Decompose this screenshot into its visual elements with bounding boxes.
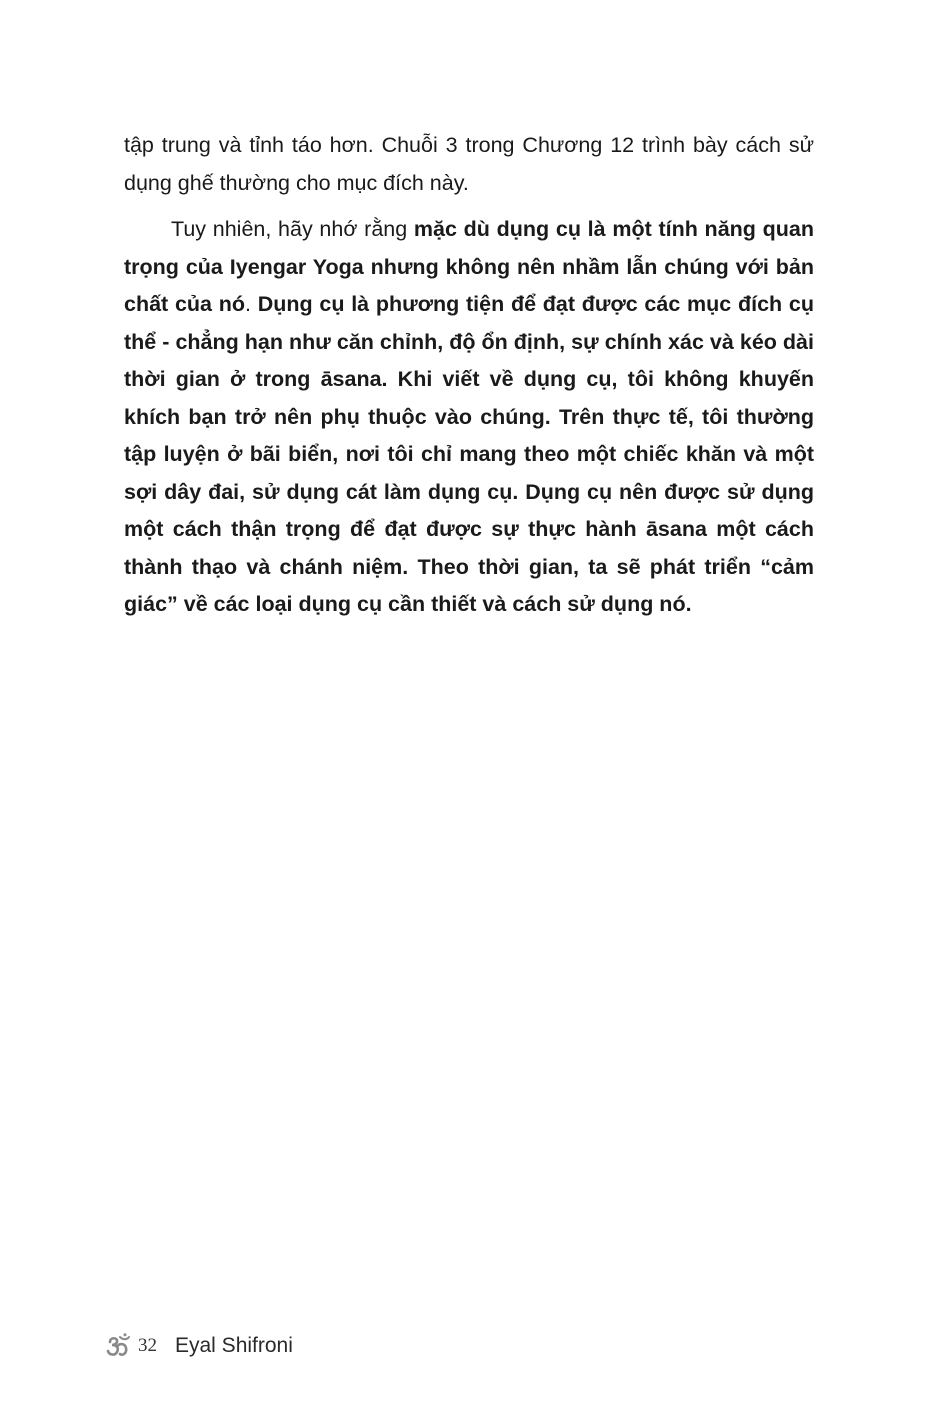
paragraph-2 [124,211,814,624]
paragraph-1 [124,127,814,202]
paragraph-2-period: . [245,292,258,316]
page-footer [106,1330,293,1362]
paragraph-2-bold-body: Dụng cụ là phương tiện để đạt được các mục đích cụ thể - chẳng hạn như căn chỉnh, độ ổn định, sự chính xác và kéo dài thời gian ở trong āsana. Khi viết về dụng cụ, tôi không khuyến khích bạn trở nên phụ thuộc vào chúng. Trên thực tế, tôi thường tập luyện ở bãi biển, nơi tôi chỉ mang theo một chiếc khăn và một sợi dây đai, sử dụng cát làm dụng cụ. Dụng cụ nên được sử dụng một cách thận trọng để đạt được sự thực hành āsana một cách thành thạo và chánh niệm. Theo thời gian, ta sẽ phát triển “cảm giác” về các loại dụng cụ cần thiết và cách sử dụng nó. [124,292,815,616]
paragraph-2-emphasis: mặc dù dụng cụ là một tính năng quan trọng của Iyengar Yoga nhưng không nên nhầm lẫn chúng với bản chất của nó [124,217,814,316]
paragraph-1-text: tập trung và tỉnh táo hơn. Chuỗi 3 trong Chương 12 trình bày cách sử dụng ghế thường cho mục đích này. [124,133,814,195]
page-number: 32 [138,1335,157,1356]
paragraph-2-intro: Tuy nhiên, hãy nhớ rằng [171,217,414,241]
author-name: Eyal Shifroni [175,1334,293,1357]
om-icon [106,1333,132,1359]
page-body [124,127,814,624]
